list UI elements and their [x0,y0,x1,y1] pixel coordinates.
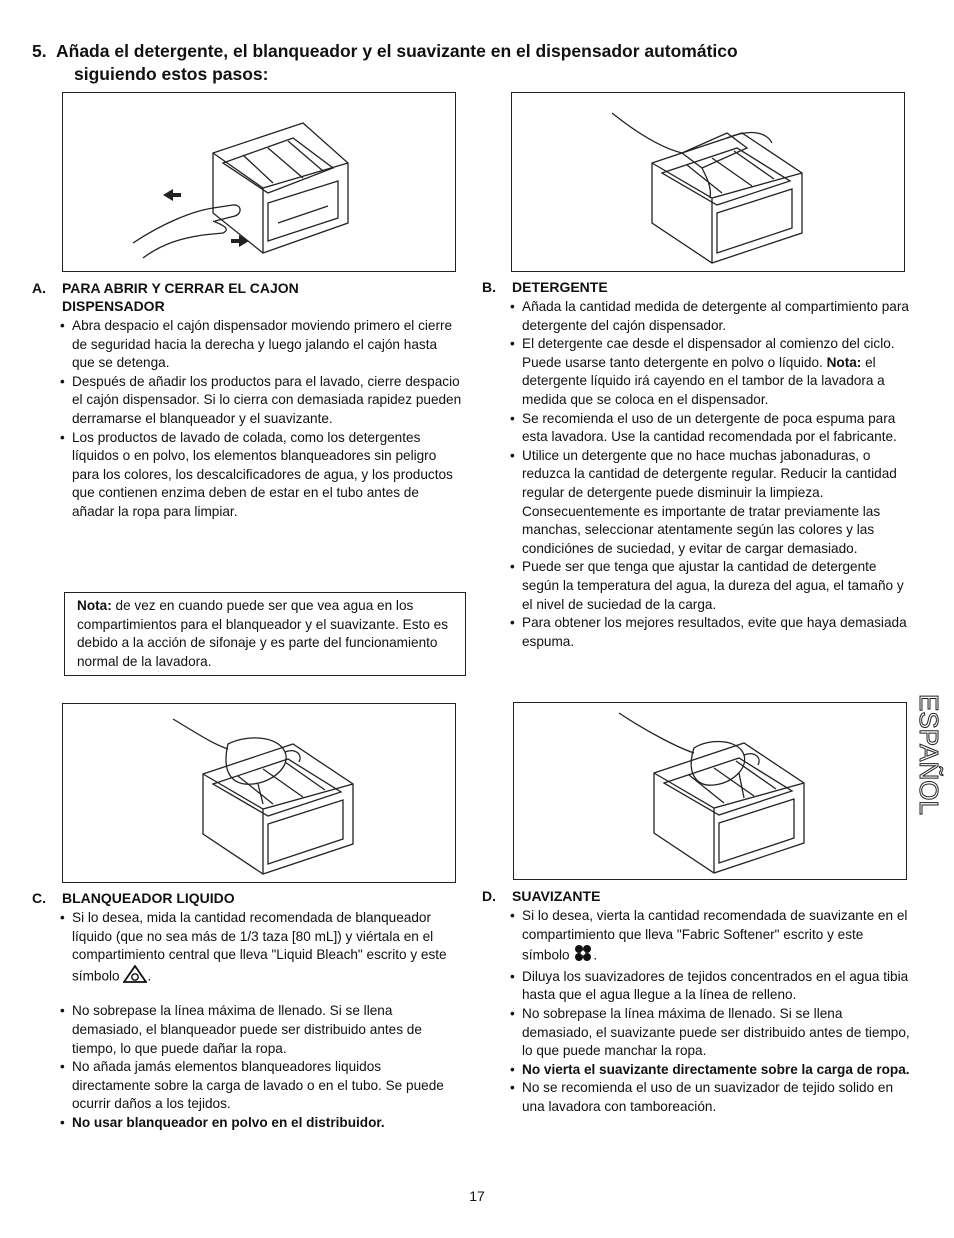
section-c-letter: C. [32,890,46,906]
section-a-title-line2: DISPENSADOR [62,298,165,314]
list-item: • No añada jamás elementos blanqueadores liquidos directamente sobre la carga de lavado o en el tubo. Se puede ocurrir daños a los tejidos. [32,1058,462,1114]
list-item [482,1061,912,1080]
inline-note-label: Nota: [826,354,862,370]
section-d [482,887,912,1117]
figure-softener [513,702,907,880]
figure-detergent [511,92,905,272]
list-item [482,335,912,409]
section-b [482,278,912,651]
list-item: • No sobrepase la línea máxima de llenado. Si se llena demasiado, el suavizante puede ser distribuido antes de tiempo, lo que puede manchar la ropa. [482,1005,912,1061]
section-d-title [482,887,912,905]
list-item-text: Si lo desea, mida la cantidad recomendada de blanqueador líquido (que no sea más de 1/3 taza [80 mL]) y viértala en el compartimiento central que lleva "Liquid Bleach" escrito y este símbolo [72,910,447,984]
list-item: • Los productos de lavado de colada, como los detergentes líquidos o en polvo, los elementos blanqueadores sin peligro para los colores, los descalcificadores de agua, y los productos que contienen enzima deben de estar en el tubo antes de añadar la ropa para limpiar. [32,429,462,522]
section-d-title-text: SUAVIZANTE [512,888,601,904]
bleach-illustration [63,704,455,882]
section-a-title-line1: PARA ABRIR Y CERRAR EL CAJON [62,280,299,296]
section-a-list [32,317,462,522]
section-d-list [482,907,912,1117]
step-heading [32,40,892,86]
list-item: • Abra despacio el cajón dispensador moviendo primero el cierre de seguridad hacia la derecha y luego jalando el cajón hasta que se detenga. [32,317,462,373]
note-label: Nota: [77,598,112,613]
list-item: • Diluya los suavizadores de tejidos concentrados en el agua tibia hasta que el agua llegue a la línea de relleno. [482,968,912,1005]
section-d-letter: D. [482,888,496,904]
list-item-text-end: . [147,968,152,984]
section-a-letter: A. [32,280,46,296]
list-item: • Utilice un detergente que no hace muchas jabonaduras, o reduzca la cantidad de detergente regular. Reducir la cantidad regular de detergente puede disminuir la limpieza. Consecuentemente es importante de tratar previamente las manchas, seleccionar atentamente según las colores y las condiciónes de suciedad, y evitar de cargar demasiado. [482,447,912,559]
list-item: • No se recomienda el uso de un suavizador de tejido solido en una lavadora con tamboreación. [482,1079,912,1116]
language-side-label [906,690,946,840]
section-b-title [482,278,912,296]
section-c-title-text: BLANQUEADOR LIQUIDO [62,890,235,906]
figure-bleach [62,703,456,883]
step-heading-line2: siguiendo estos pasos: [74,64,269,84]
note-box [64,592,466,676]
step-heading-line1: Añada el detergente, el blanqueador y el suavizante en el dispensador automático [56,41,738,61]
section-c [32,889,462,1133]
inline-note-text: el detergente líquido irá cayendo en el tambor de la lavadora a medida que se coloca en el dispensador. [522,354,885,407]
section-c-title [32,889,462,907]
section-a [32,279,462,522]
list-item: • Para obtener los mejores resultados, evite que haya demasiada espuma. [482,614,912,651]
note-text: de vez en cuando puede ser que vea agua en los compartimientos para el blanqueador y el suavizante. Esto es debido a la acción de sifonaje y es parte del funcionamiento normal de la lavadora. [77,598,449,669]
list-item: • No sobrepase la línea máxima de llenado. Si se llena demasiado, el blanqueador puede ser distribuido antes de tiempo, lo que puede dañar la ropa. [32,1002,462,1058]
list-item: • Se recomienda el uso de un detergente de poca espuma para esta lavadora. Use la cantidad recomendada por el fabricante. [482,410,912,447]
softener-symbol-icon [573,944,593,968]
bleach-symbol-icon [123,965,147,989]
figure-open-drawer [62,92,456,272]
detergent-illustration [512,93,904,271]
list-item-text-end: . [593,947,598,963]
list-item-bold-text: No vierta el suavizante directamente sobre la carga de ropa. [522,1061,910,1077]
list-item: • Puede ser que tenga que ajustar la cantidad de detergente según la temperatura del agua, la dureza del agua, el tamaño y el nivel de suciedad de la carga. [482,558,912,614]
page-number: 17 [469,1188,485,1204]
list-item: • Después de añadir los productos para el lavado, cierre despacio el cajón dispensador. Si lo cierra con demasiada rapidez pueden derramarse el blanqueador y el suavizante. [32,373,462,429]
list-item-text: Si lo desea, vierta la cantidad recomendada de suavizante en el compartimiento que lleva "Fabric Softener" escrito y este símbolo [522,908,908,963]
step-number: 5. [32,41,47,61]
list-item-text: El detergente cae desde el dispensador al comienzo del ciclo. Puede usarse tanto detergente en polvo o líquido. [522,336,895,370]
section-b-letter: B. [482,279,496,295]
side-label-text: ESPAÑOL [914,694,944,815]
section-b-list [482,298,912,651]
list-item [482,907,912,968]
list-item [32,1114,462,1133]
list-item: • Añada la cantidad medida de detergente al compartimiento para detergente del cajón dispensador. [482,298,912,335]
section-c-list [32,909,462,1133]
list-item-bold-text: No usar blanqueador en polvo en el distribuidor. [72,1114,385,1130]
section-b-title-text: DETERGENTE [512,279,608,295]
drawer-open-illustration [63,93,455,271]
softener-illustration [514,703,906,879]
list-item [32,909,462,988]
section-a-title [32,279,462,315]
